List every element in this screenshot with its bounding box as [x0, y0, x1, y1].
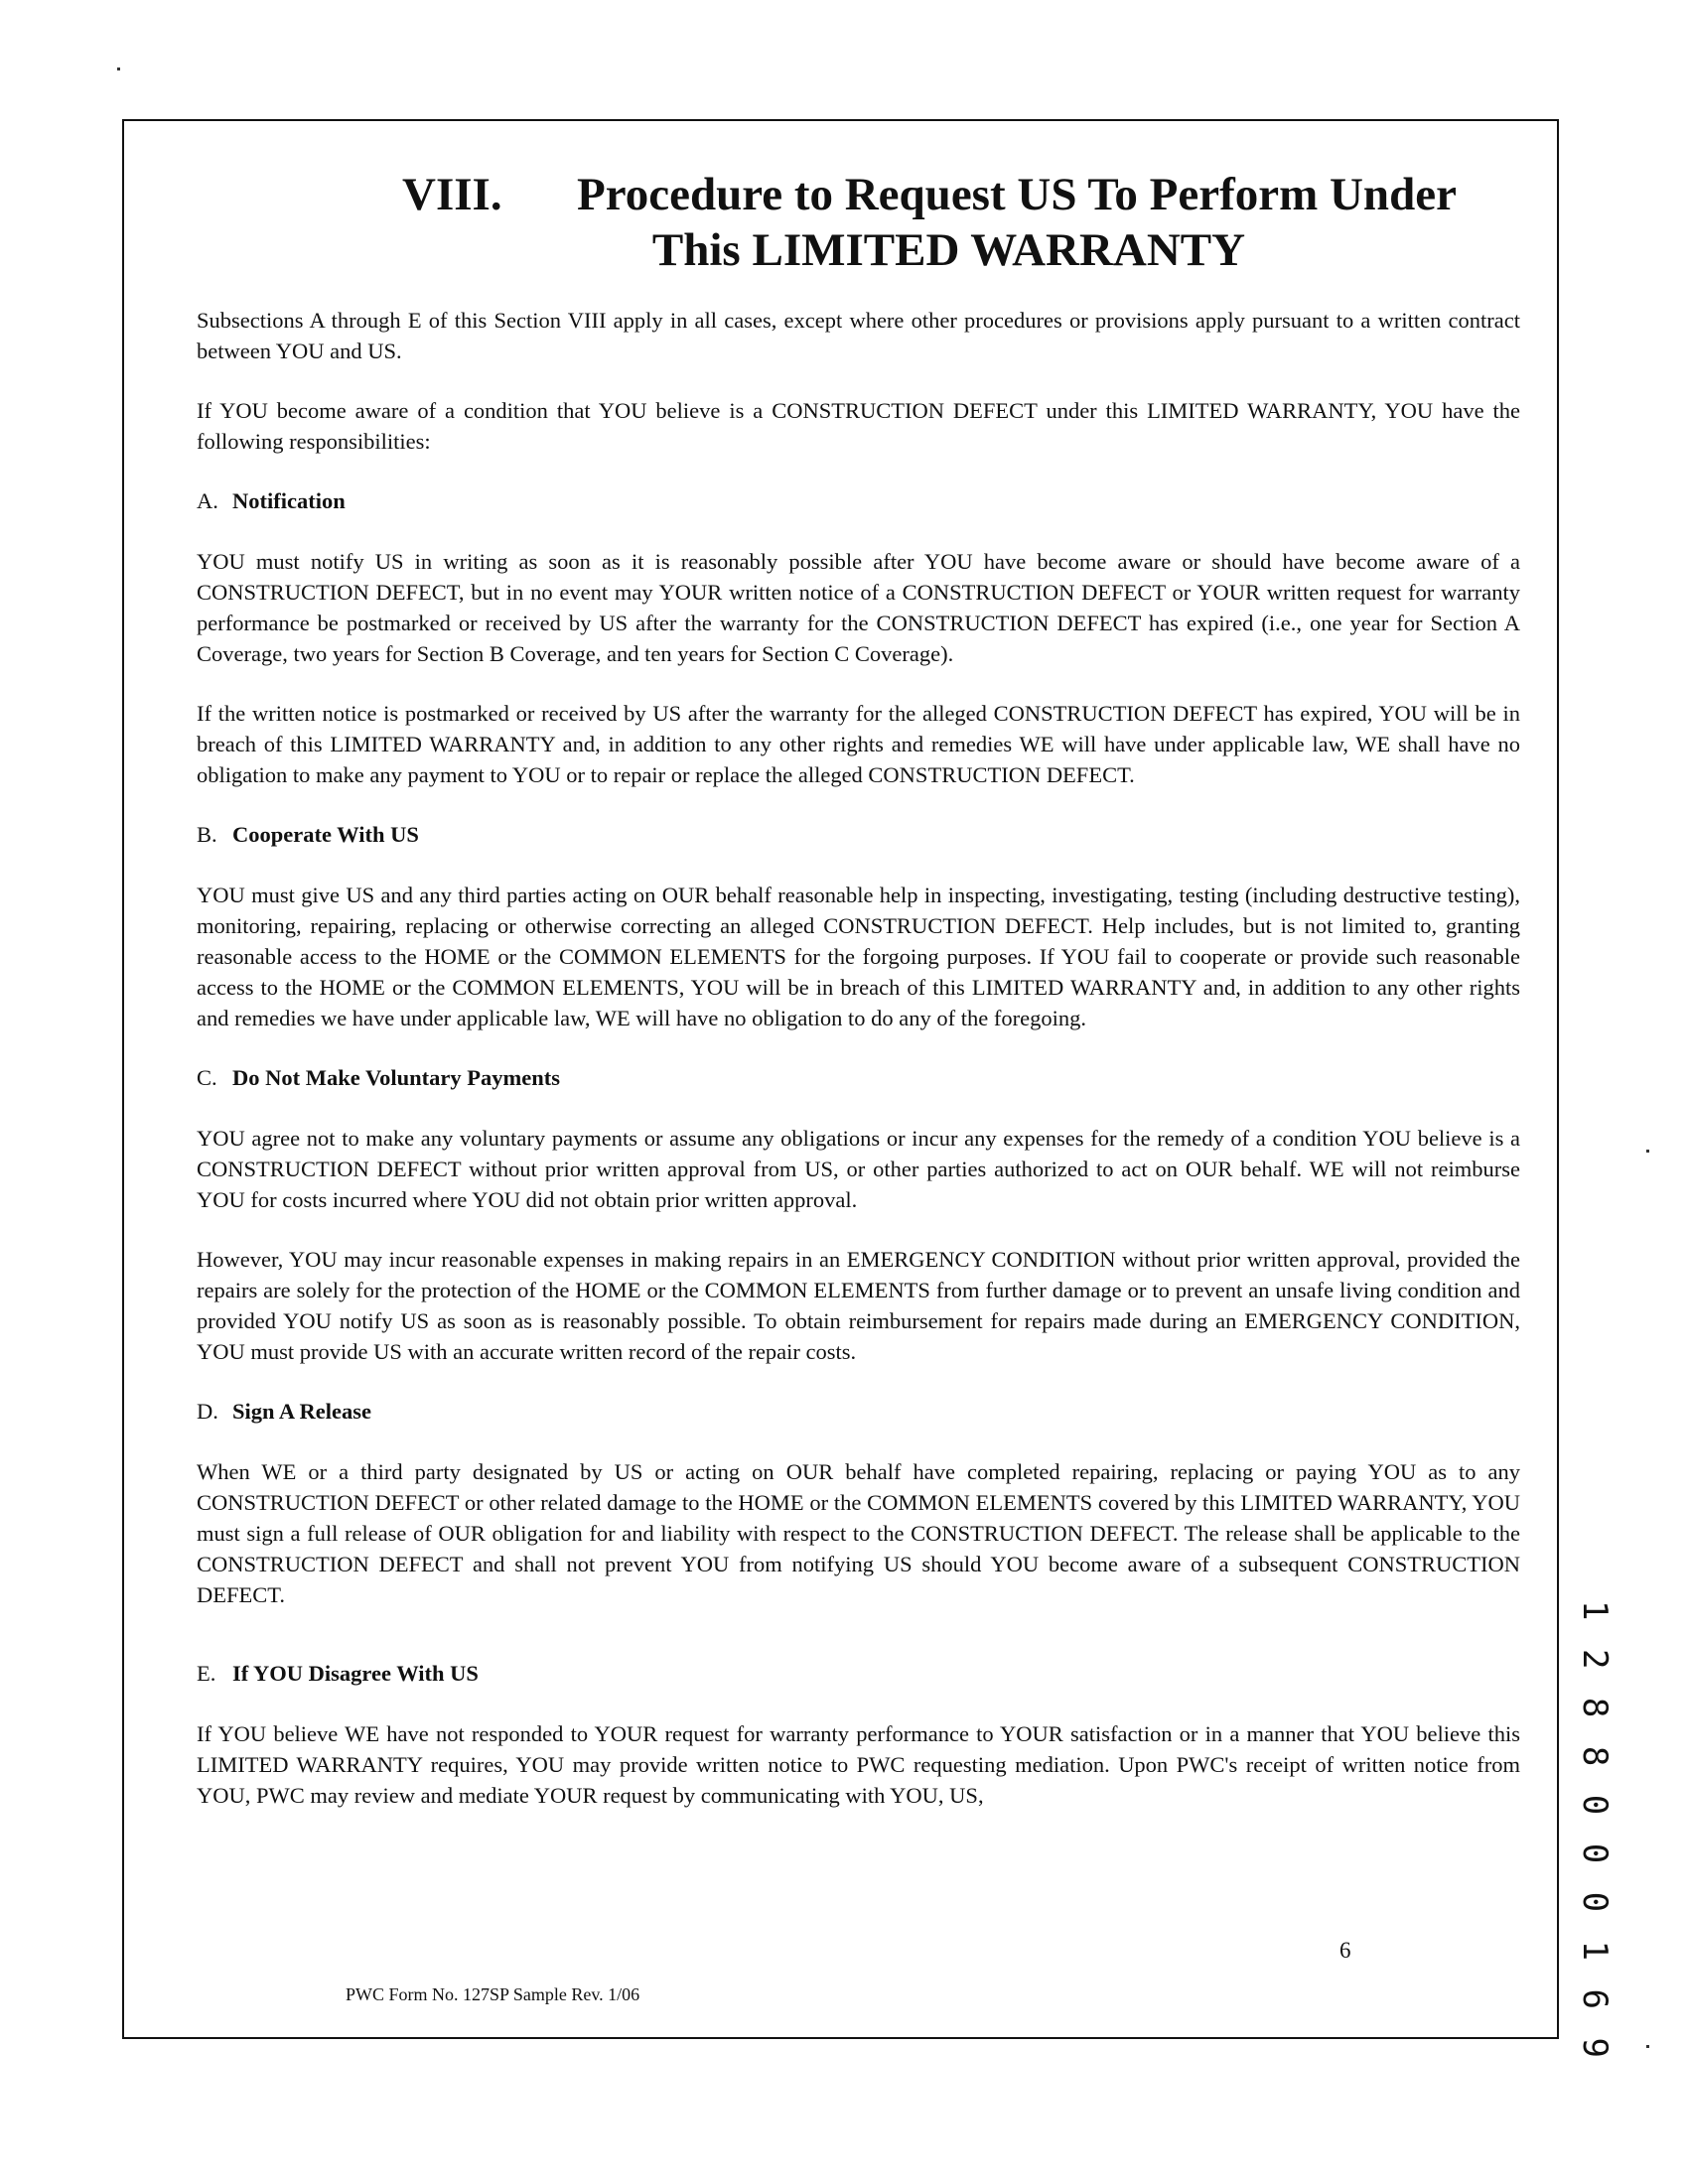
- subsection-c-paragraph-2: However, YOU may incur reasonable expenses in making repairs in an EMERGENCY CONDITION without prior written approval, provided the repairs are solely for the protection of the HOME or the COMMON ELEMENTS from further damage or to prevent an unsafe living condition and provided YOU notify US as soon as is reasonably possible. To obtain reimbursement for repairs made during an EMERGENCY CONDITION, YOU must provide US with an accurate written record of the repair costs.: [197, 1247, 1520, 1364]
- subsection-title: Sign A Release: [232, 1399, 372, 1424]
- subsection-title: Do Not Make Voluntary Payments: [232, 1065, 560, 1090]
- intro-paragraph-2: If YOU become aware of a condition that YOU believe is a CONSTRUCTION DEFECT under this LIMITED WARRANTY, YOU have the following responsibilities:: [197, 398, 1520, 454]
- subsection-d-paragraph-1: When WE or a third party designated by US or acting on OUR behalf have completed repairing, replacing or paying YOU as to any CONSTRUCTION DEFECT or other related damage to the HOME or the COMMON ELEMENTS covered by this LIMITED WARRANTY, YOU must sign a full release of OUR obligation for and liability with respect to the CONSTRUCTION DEFECT. The release shall be applicable to the CONSTRUCTION DEFECT and shall not prevent YOU from notifying US should YOU become aware of a subsequent CONSTRUCTION DEFECT.: [197, 1459, 1520, 1607]
- scan-speck: [1646, 2045, 1649, 2048]
- subsection-letter: D.: [197, 1399, 218, 1424]
- title-line-1: Procedure to Request US To Perform Under: [577, 169, 1457, 220]
- subsection-b-paragraph-1: YOU must give US and any third parties acting on OUR behalf reasonable help in inspecting, investigating, testing (including destructive testing), monitoring, repairing, replacing or otherwise correcting an alleged CONSTRUCTION DEFECT. Help includes, but is not limited to, granting reasonable access to the HOME or the COMMON ELEMENTS for the forgoing purposes. If YOU fail to cooperate or provide such reasonable access to the HOME or the COMMON ELEMENTS, YOU will be in breach of this LIMITED WARRANTY and, in addition to any other rights and remedies we have under applicable law, WE will have no obligation to do any of the foregoing.: [197, 883, 1520, 1030]
- subsection-c-paragraph-1: YOU agree not to make any voluntary payments or assume any obligations or incur any expenses for the remedy of a condition YOU believe is a CONSTRUCTION DEFECT without prior written approval from US, or other parties authorized to act on OUR behalf. WE will not reimburse YOU for costs incurred where YOU did not obtain prior written approval.: [197, 1126, 1520, 1212]
- scan-speck: [1646, 1150, 1649, 1153]
- page-frame: [122, 119, 1559, 2039]
- subsection-letter: E.: [197, 1661, 216, 1686]
- subsection-title: If YOU Disagree With US: [232, 1661, 479, 1686]
- subsection-title: Cooperate With US: [232, 822, 419, 847]
- intro-paragraph-1: Subsections A through E of this Section VIII apply in all cases, except where other procedures or provisions apply pursuant to a written contract between YOU and US.: [197, 308, 1520, 363]
- page-number: 6: [1339, 1938, 1351, 1963]
- subsection-c-heading: [197, 1062, 1520, 1093]
- subsection-letter: A.: [197, 488, 218, 513]
- document-body: [197, 305, 1520, 1840]
- section-number: VIII.: [402, 169, 502, 220]
- subsection-letter: B.: [197, 822, 217, 847]
- form-number: PWC Form No. 127SP Sample Rev. 1/06: [346, 1984, 640, 2004]
- scan-speck: [117, 68, 120, 70]
- subsection-d-heading: [197, 1396, 1520, 1427]
- subsection-e-heading: [197, 1658, 1520, 1689]
- subsection-letter: C.: [197, 1065, 217, 1090]
- side-stamp-text: 1 2 8 8 0 0 0 1 6 9: [1575, 1600, 1615, 2062]
- subsection-a-paragraph-2: If the written notice is postmarked or received by US after the warranty for the alleged CONSTRUCTION DEFECT has expired, YOU will be in breach of this LIMITED WARRANTY and, in addition to any other rights and remedies WE will have under applicable law, WE shall have no obligation to make any payment to YOU or to repair or replace the alleged CONSTRUCTION DEFECT.: [197, 701, 1520, 787]
- title-line-2: This LIMITED WARRANTY: [651, 224, 1246, 276]
- subsection-e-paragraph-1: If YOU believe WE have not responded to YOUR request for warranty performance to YOUR satisfaction or in a manner that YOU believe this LIMITED WARRANTY requires, YOU may provide written notice to PWC requesting mediation. Upon PWC's receipt of written notice from YOU, PWC may review and mediate YOUR request by communicating with YOU, US,: [197, 1721, 1520, 1808]
- side-stamp-number: [1575, 1600, 1620, 2062]
- subsection-title: Notification: [232, 488, 346, 513]
- subsection-b-heading: [197, 819, 1520, 850]
- subsection-a-paragraph-1: YOU must notify US in writing as soon as it is reasonably possible after YOU have become aware or should have become aware of a CONSTRUCTION DEFECT, but in no event may YOUR written notice of a CONSTRUCTION DEFECT or YOUR written request for warranty performance be postmarked or received by US after the warranty for the CONSTRUCTION DEFECT has expired (i.e., one year for Section A Coverage, two years for Section B Coverage, and ten years for Section C Coverage).: [197, 549, 1520, 666]
- subsection-a-heading: [197, 485, 1520, 516]
